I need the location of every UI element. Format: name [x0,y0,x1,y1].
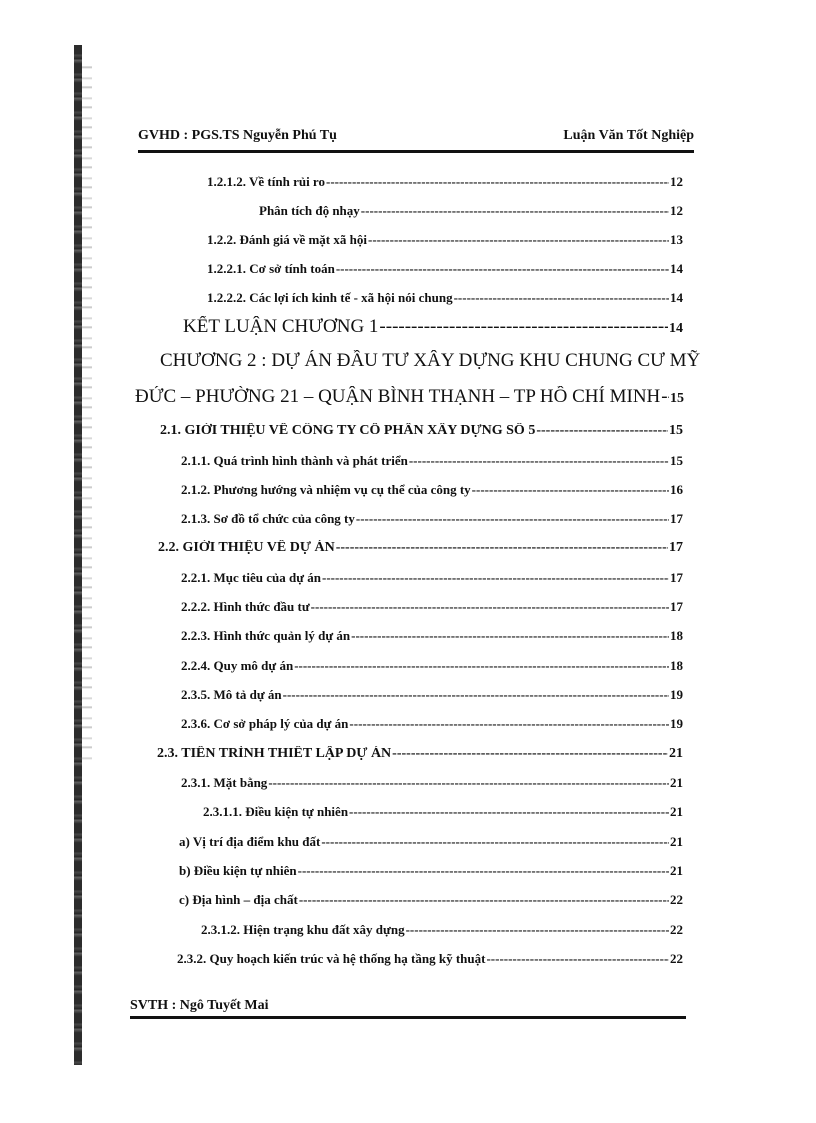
toc-leader [368,232,669,248]
toc-entry-page: 21 [669,746,683,761]
toc-entry-page: 15 [670,391,684,406]
toc-entry-page: 19 [670,716,683,731]
toc-entry-title: 2.3.1.2. Hiện trạng khu đất xây dựng [201,922,405,937]
toc-leader [311,599,669,615]
toc-entry [203,804,683,820]
toc-section [160,423,683,439]
toc-entry-title: KẾT LUẬN CHƯƠNG 1 [183,316,379,337]
toc-entry-title: 2.1.1. Quá trình hình thành và phát triển [181,453,408,468]
toc-leader [336,540,668,556]
toc-entry-page: 17 [669,540,683,555]
toc-entry-page: 14 [670,290,683,305]
toc-entry-page: 21 [670,834,683,849]
student-label: SVTH : Ngô Tuyết Mai [130,998,269,1013]
advisor-label: GVHD : PGS.TS Nguyễn Phú Tụ [138,128,337,143]
toc-entry [207,174,683,190]
toc-entry [177,951,683,967]
toc-entry-page: 18 [670,658,683,673]
toc-entry-title: 1.2.1.2. Về tính rủi ro [207,174,325,189]
toc-entry [181,482,683,498]
toc-entry-title: 2.3.6. Cơ sở pháp lý của dự án [181,716,349,731]
toc-entry-page: 15 [669,423,683,438]
toc-entry-title: 2.1. GIỚI THIỆU VỀ CÔNG TY CỔ PHẦN XÂY DỰNG SỐ 5 [160,423,536,438]
toc-leader [349,804,669,820]
toc-entry [201,922,683,938]
toc-chapter-title-line1 [160,350,700,372]
toc-entry [207,232,683,248]
toc-leader [283,687,669,703]
toc-entry [207,290,683,306]
toc-entry-title: ĐỨC – PHƯỜNG 21 – QUẬN BÌNH THẠNH – TP HỒ CHÍ MINH [135,386,661,407]
toc-leader [379,316,668,338]
toc-entry-page: 21 [670,775,683,790]
toc-leader [326,174,669,190]
toc-entry-page: 14 [670,261,683,276]
toc-leader [406,922,669,938]
toc-entry-page: 12 [670,203,683,218]
toc-leader [454,290,669,306]
toc-entry-page: 21 [670,863,683,878]
toc-entry-page: 14 [669,321,683,336]
toc-entry-title: b) Điều kiện tự nhiên [179,863,297,878]
toc-entry-page: 22 [670,922,683,937]
toc-leader [661,386,669,408]
scan-edge-noise [82,60,92,760]
toc-leader [294,658,669,674]
toc-entry-page: 17 [670,599,683,614]
toc-section [157,746,683,762]
toc-chapter-conclusion [183,316,683,338]
toc-entry [181,599,683,615]
toc-entry-title: 2.3.2. Quy hoạch kiến trúc và hệ thống hạ tầng kỹ thuật [177,951,486,966]
toc-entry-page: 17 [670,570,683,585]
toc-entry-title: 2.2.3. Hình thức quản lý dự án [181,628,351,643]
toc-entry-title: CHƯƠNG 2 : DỰ ÁN ĐẦU TƯ XÂY DỰNG KHU CHUNG CƯ MỸ [160,350,700,371]
toc-entry [259,203,683,219]
toc-entry [207,261,683,277]
toc-leader [409,453,669,469]
toc-leader [361,203,669,219]
toc-leader [322,570,669,586]
toc-entry [179,892,683,908]
toc-leader [321,834,669,850]
toc-entry [181,716,683,732]
toc-entry-page: 22 [670,892,683,907]
toc-leader [536,423,668,439]
toc-entry [181,570,683,586]
toc-entry [181,511,683,527]
toc-entry-title: 1.2.2. Đánh giá về mặt xã hội [207,232,367,247]
toc-leader [472,482,669,498]
page-header [138,128,694,150]
toc-leader [349,716,669,732]
toc-entry-title: 2.2. GIỚI THIỆU VỀ DỰ ÁN [158,540,335,555]
toc-leader [298,863,669,879]
toc-entry-page: 12 [670,174,683,189]
toc-entry-title: 2.1.2. Phương hướng và nhiệm vụ cụ thể của công ty [181,482,471,497]
scan-edge-shadow [74,45,82,1065]
toc-entry-page: 13 [670,232,683,247]
toc-entry-page: 15 [670,453,683,468]
document-type-label: Luận Văn Tốt Nghiệp [563,128,694,143]
toc-entry-page: 22 [670,951,683,966]
toc-leader [351,628,669,644]
toc-leader [268,775,669,791]
toc-entry-title: c) Địa hình – địa chất [179,892,298,907]
toc-section [158,540,683,556]
toc-entry-title: 2.2.4. Quy mô dự án [181,658,294,673]
toc-chapter-title-line2 [135,386,684,408]
toc-entry [179,863,683,879]
toc-entry [181,453,683,469]
toc-entry-title: 1.2.2.2. Các lợi ích kinh tế - xã hội nói chung [207,290,453,305]
toc-entry [181,687,683,703]
toc-entry-title: 2.3. TIẾN TRÌNH THIẾT LẬP DỰ ÁN [157,746,392,761]
footer-rule [130,1016,686,1019]
toc-entry-title: 2.1.3. Sơ đồ tổ chức của công ty [181,511,355,526]
toc-leader [486,951,669,967]
toc-entry-page: 16 [670,482,683,497]
toc-leader [356,511,669,527]
header-rule [138,150,694,153]
toc-entry-title: 1.2.2.1. Cơ sở tính toán [207,261,335,276]
toc-entry-page: 18 [670,628,683,643]
toc-entry-title: a) Vị trí địa điểm khu đất [179,834,321,849]
toc-entry [179,834,683,850]
toc-entry [181,628,683,644]
toc-entry-page: 19 [670,687,683,702]
toc-entry-title: 2.3.5. Mô tả dự án [181,687,282,702]
toc-entry [181,658,683,674]
toc-leader [336,261,669,277]
toc-entry-page: 17 [670,511,683,526]
toc-leader [392,746,668,762]
toc-entry-title: 2.3.1.1. Điều kiện tự nhiên [203,804,349,819]
toc-entry-title: Phân tích độ nhạy [259,203,360,218]
toc-entry-title: 2.3.1. Mặt bằng [181,775,268,790]
toc-entry-page: 21 [670,804,683,819]
toc-entry [181,775,683,791]
toc-entry-title: 2.2.1. Mục tiêu của dự án [181,570,321,585]
toc-entry-title: 2.2.2. Hình thức đầu tư [181,599,310,614]
toc-leader [299,892,669,908]
